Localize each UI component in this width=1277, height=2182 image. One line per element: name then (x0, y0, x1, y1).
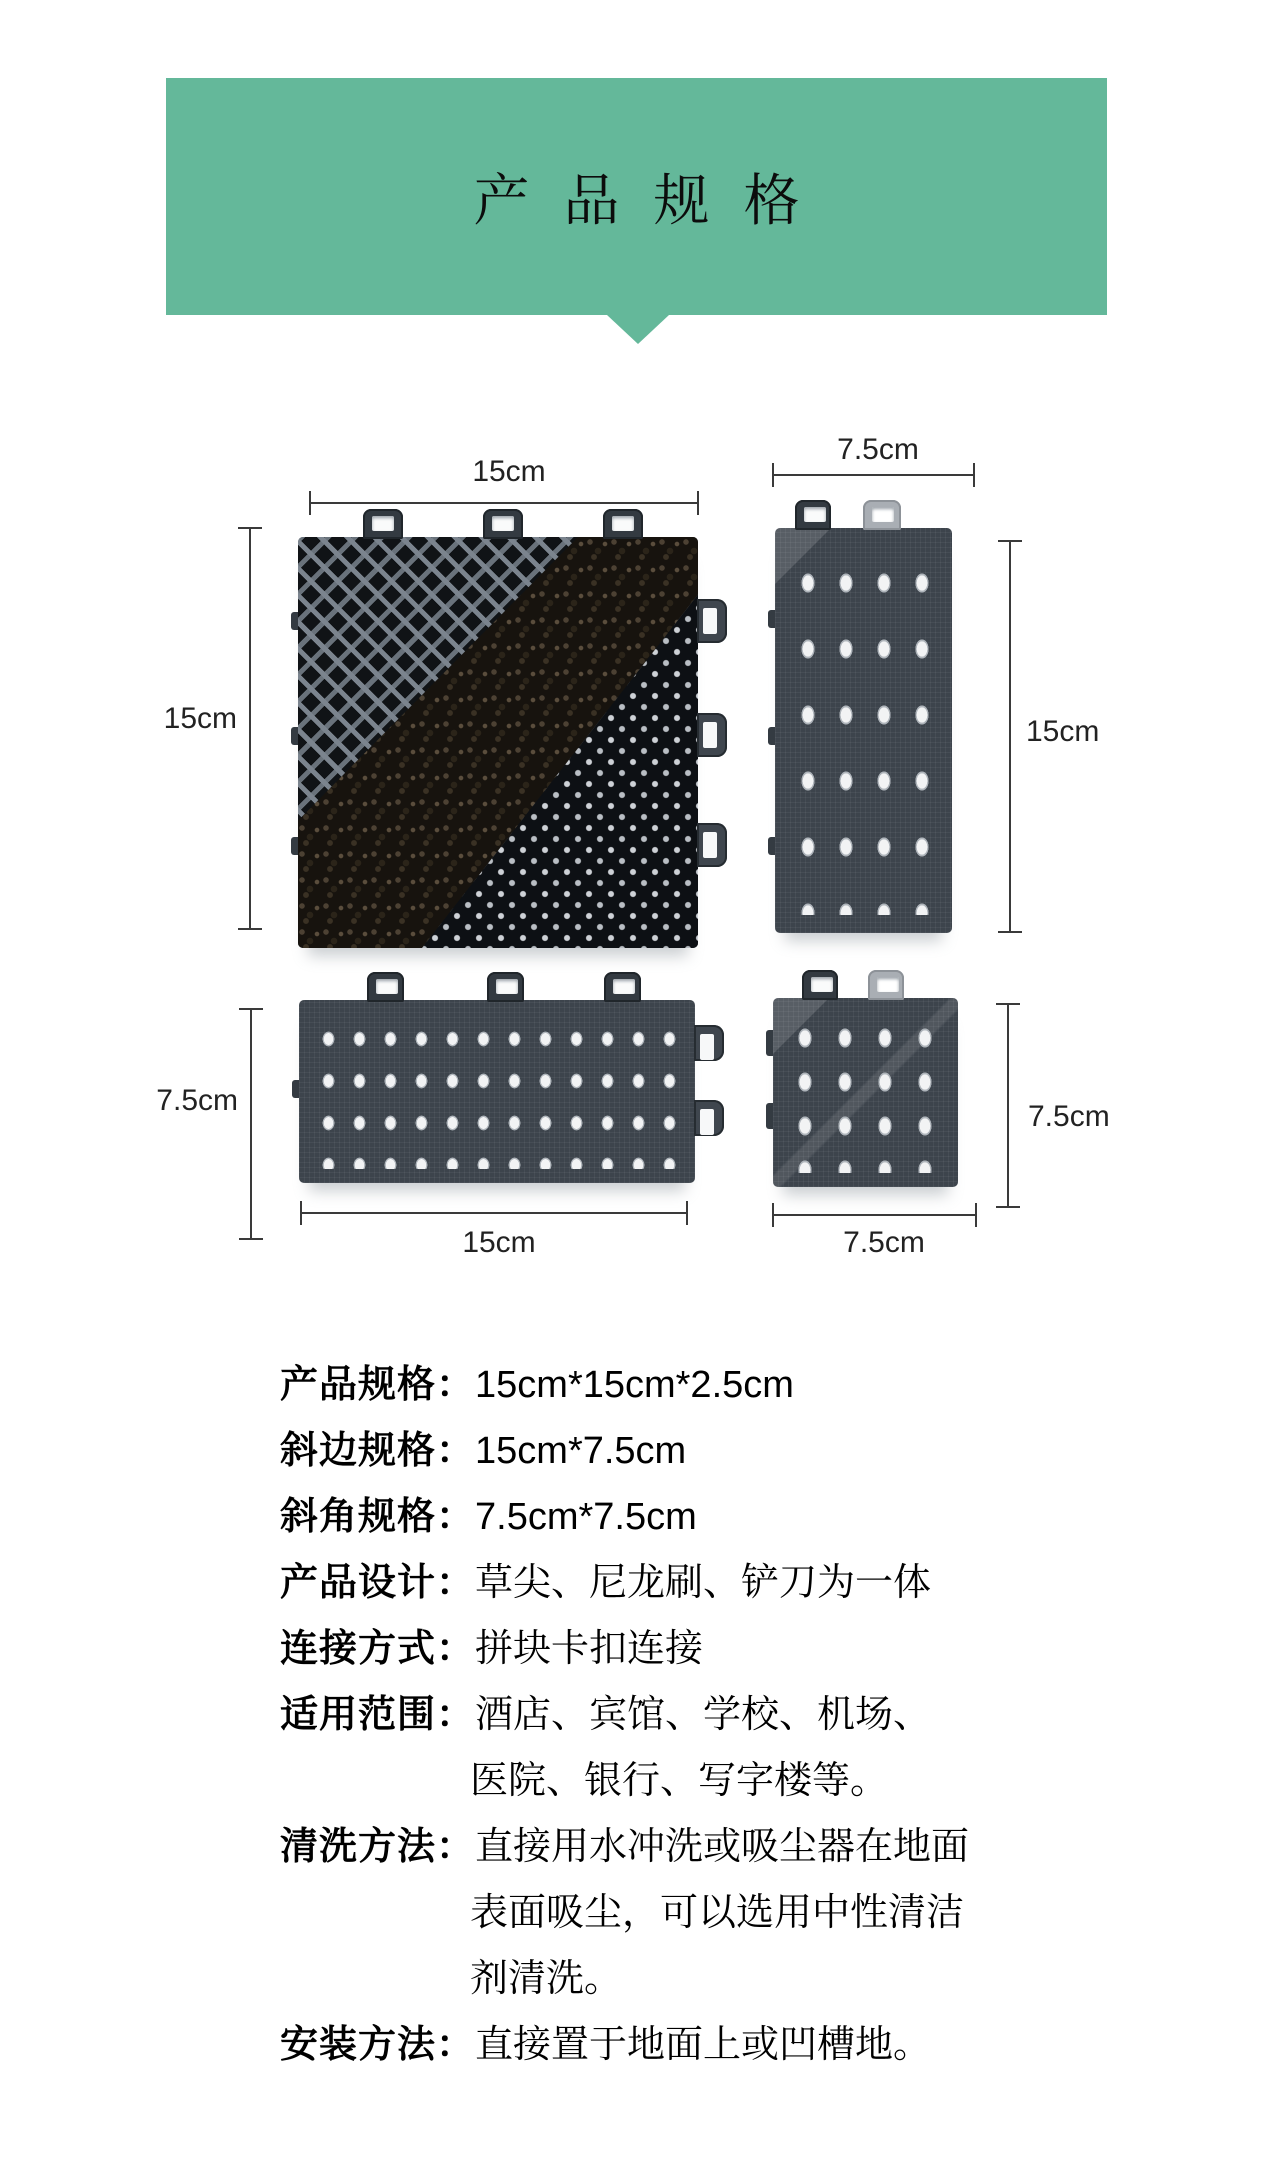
dim-label-low-left: 7.5cm (156, 1084, 238, 1117)
tile-7.5x15-half (775, 528, 952, 933)
side-nub (292, 1080, 299, 1098)
spec-label: 连接方式： (280, 1628, 476, 1670)
spec-value: 直接置于地面上或凹槽地。 (475, 2024, 932, 2066)
spec-list (280, 1352, 969, 2078)
side-nub (768, 837, 775, 855)
connector-tab (363, 509, 403, 539)
spec-row-size (280, 1352, 969, 1418)
dim-line-small-right (1007, 1003, 1009, 1208)
side-nub (291, 612, 298, 630)
spec-row-cleaning (280, 1814, 969, 1880)
spec-value: 直接用水冲洗或吸尘器在地面 (475, 1826, 970, 1868)
dim-line-low-bottom (300, 1212, 688, 1214)
connector-tab (802, 970, 838, 1000)
dim-line-small-bottom (772, 1214, 977, 1216)
side-connector (694, 1100, 724, 1136)
side-nub (768, 727, 775, 745)
spec-row-scope (280, 1682, 969, 1748)
spec-row-cleaning-cont-2: 剂清洗。 (470, 1958, 623, 2000)
surface-holes (313, 1018, 683, 1169)
spec-value: 15cm*15cm*2.5cm (475, 1364, 794, 1406)
side-nub (766, 1103, 773, 1129)
dim-label-half-top: 7.5cm (837, 433, 919, 466)
side-connector (697, 599, 727, 643)
side-nub (291, 837, 298, 855)
spec-row-cleaning-cont-1: 表面吸尘，可以选用中性清洁 (470, 1892, 965, 1934)
banner (166, 78, 1107, 315)
dim-label-small-bottom: 7.5cm (843, 1226, 925, 1259)
surface-holes (789, 550, 938, 915)
connector-tab (604, 972, 641, 1002)
connector-tab (603, 509, 643, 539)
side-nub (766, 1030, 773, 1056)
spec-row-scope-cont: 医院、银行、写字楼等。 (470, 1760, 889, 1802)
spec-label: 斜角规格： (280, 1496, 476, 1538)
connector-tab (795, 500, 831, 530)
spec-label: 产品设计： (280, 1562, 476, 1604)
spec-row-bevel-size (280, 1418, 969, 1484)
dim-label-full-left: 15cm (163, 702, 237, 735)
spec-label: 安装方法： (280, 2024, 476, 2066)
dim-label-low-bottom: 15cm (462, 1226, 536, 1259)
dim-label-half-right: 15cm (1026, 715, 1100, 748)
connector-tab (483, 509, 523, 539)
tile-7.5x7.5-quarter (773, 998, 958, 1187)
side-nub (768, 610, 775, 628)
tile-15x15-full (298, 537, 698, 948)
dim-line-half-top (772, 474, 975, 476)
page-title: 产品规格 (473, 168, 834, 232)
side-connector (697, 823, 727, 867)
spec-label: 斜边规格： (280, 1430, 476, 1472)
side-connector (694, 1025, 724, 1061)
spec-label: 清洗方法： (280, 1826, 476, 1868)
dim-line-full-left (249, 527, 251, 930)
surface-holes (785, 1016, 946, 1173)
dim-label-small-right: 7.5cm (1028, 1100, 1110, 1133)
dim-label-full-top: 15cm (472, 455, 546, 488)
connector-tab-light (863, 500, 901, 530)
spec-value: 拼块卡扣连接 (475, 1628, 704, 1670)
tile-15x7.5-half (299, 1000, 695, 1183)
dim-line-low-left (250, 1008, 252, 1240)
banner-pointer-triangle (607, 315, 669, 344)
spec-row-design (280, 1550, 969, 1616)
side-nub (291, 727, 298, 745)
side-connector (697, 713, 727, 757)
spec-label: 产品规格： (280, 1364, 476, 1406)
connector-tab-light (868, 970, 904, 1000)
spec-value: 7.5cm*7.5cm (475, 1496, 697, 1538)
connector-tab (487, 972, 524, 1002)
dim-line-full-top (309, 502, 699, 504)
spec-row-corner-size (280, 1484, 969, 1550)
spec-value: 酒店、宾馆、学校、机场、 (475, 1694, 932, 1736)
spec-row-connection (280, 1616, 969, 1682)
spec-value: 草尖、尼龙刷、铲刀为一体 (475, 1562, 932, 1604)
dim-line-half-right (1009, 540, 1011, 933)
spec-value: 15cm*7.5cm (475, 1430, 687, 1472)
spec-label: 适用范围： (280, 1694, 476, 1736)
connector-tab (367, 972, 404, 1002)
spec-row-installation (280, 2012, 969, 2078)
